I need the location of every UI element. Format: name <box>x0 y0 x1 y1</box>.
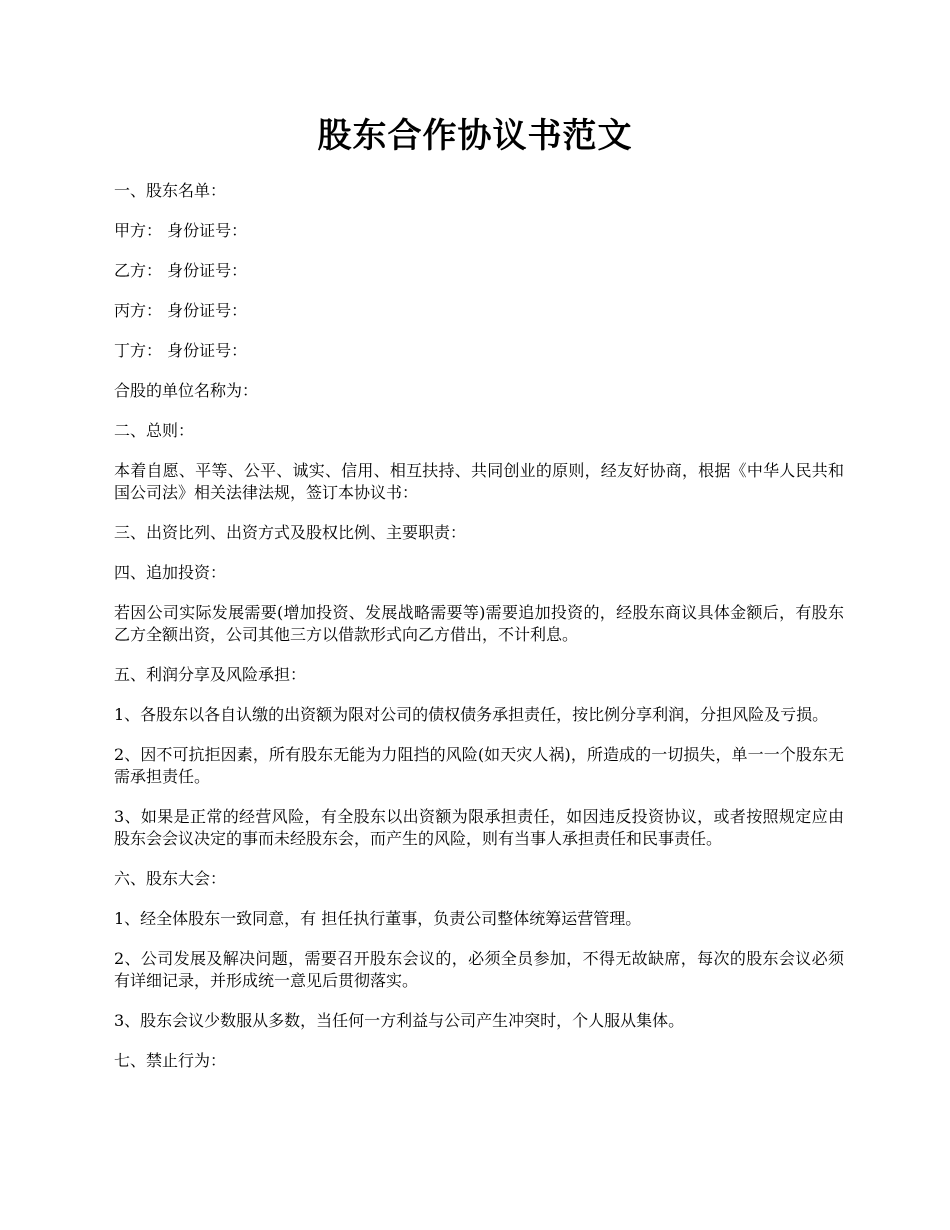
document-title: 股东合作协议书范文 <box>317 116 633 156</box>
section-heading-shareholders: 一、股东名单： <box>114 181 227 200</box>
meeting-clause-2: 2、公司发展及解决问题，需要召开股东会议的，必须全员参加，不得无故缺席，每次的股东会议必须有详细记录，并形成统一意见后贯彻落实。 <box>114 949 844 990</box>
general-principles-paragraph: 本着自愿、平等、公平、诚实、信用、相互扶持、共同创业的原则，经友好协商，根据《中华人民共和国公司法》相关法律法规，签订本协议书： <box>114 461 844 502</box>
party-d-line: 丁方： 身份证号： <box>114 341 248 360</box>
meeting-clause-3: 3、股东会议少数服从多数，当任何一方利益与公司产生冲突时，个人服从集体。 <box>114 1011 685 1030</box>
section-heading-general: 二、总则： <box>114 421 195 440</box>
profit-risk-clause-1: 1、各股东以各自认缴的出资额为限对公司的债权债务承担责任，按比例分享利润，分担风险及亏损。 <box>114 705 829 724</box>
section-heading-shareholders-meeting: 六、股东大会： <box>114 869 227 888</box>
section-heading-capital: 三、出资比列、出资方式及股权比例、主要职责： <box>114 523 467 542</box>
party-c-line: 丙方： 身份证号： <box>114 301 248 320</box>
section-heading-prohibited-acts: 七、禁止行为： <box>114 1051 227 1070</box>
section-heading-additional-investment: 四、追加投资： <box>114 563 227 582</box>
additional-investment-paragraph: 若因公司实际发展需要(增加投资、发展战略需要等)需要追加投资的，经股东商议具体金额后，有股东乙方全额出资，公司其他三方以借款形式向乙方借出，不计利息。 <box>114 603 844 644</box>
profit-risk-clause-2: 2、因不可抗拒因素，所有股东无能为力阻挡的风险(如天灾人祸)，所造成的一切损失，单一一个股东无需承担责任。 <box>114 745 844 786</box>
company-name-line: 合股的单位名称为： <box>114 381 259 400</box>
party-a-line: 甲方： 身份证号： <box>114 221 248 240</box>
party-b-line: 乙方： 身份证号： <box>114 261 248 280</box>
document-body <box>114 180 844 1090</box>
section-heading-profit-risk: 五、利润分享及风险承担： <box>114 665 307 684</box>
profit-risk-clause-3: 3、如果是正常的经营风险，有全股东以出资额为限承担责任，如因违反投资协议，或者按照规定应由股东会会议决定的事而未经股东会，而产生的风险，则有当事人承担责任和民事责任。 <box>114 807 844 848</box>
meeting-clause-1: 1、经全体股东一致同意，有 担任执行董事，负责公司整体统筹运营管理。 <box>114 909 642 928</box>
